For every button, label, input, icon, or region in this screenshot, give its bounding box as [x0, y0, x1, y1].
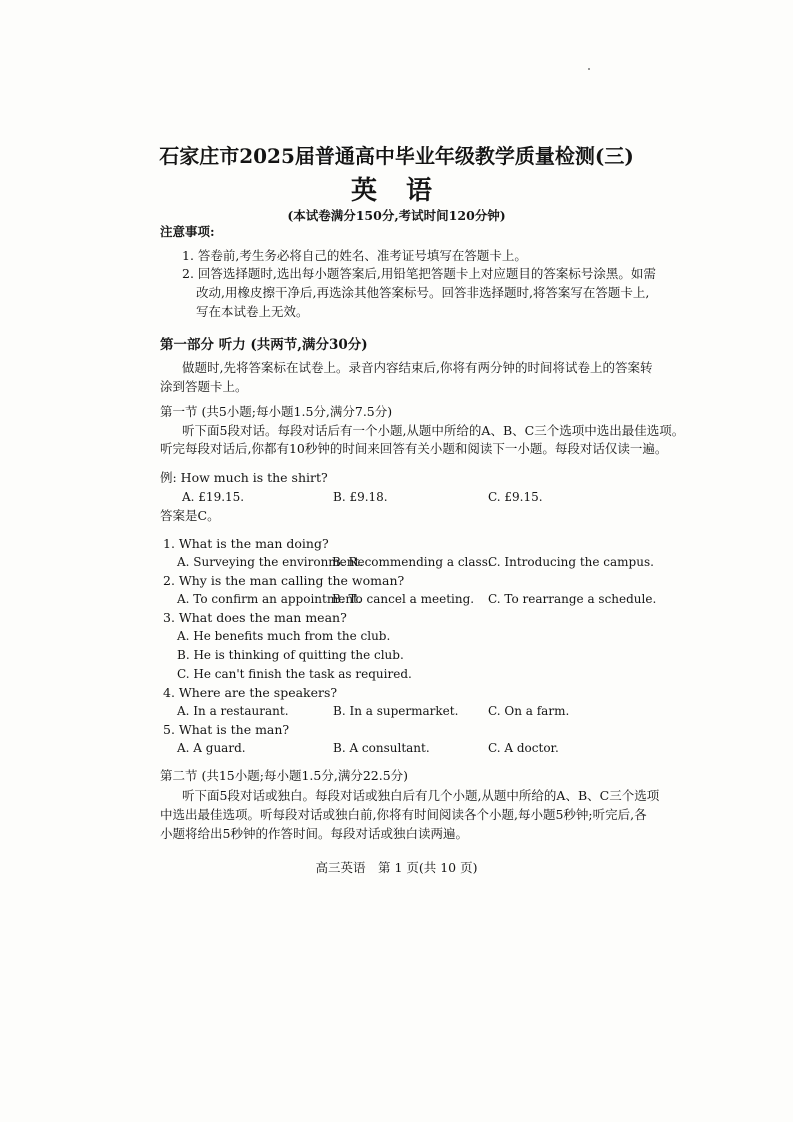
- notice-item-2-line-1: 2. 回答选择题时,选出每小题答案后,用铅笔把答题卡上对应题目的答案标号涂黑。如需: [182, 266, 656, 281]
- section1-heading: 第一节 (共5小题;每小题1.5分,满分7.5分): [160, 404, 393, 419]
- section1-instr-line-1: 听下面5段对话。每段对话后有一个小题,从题中所给的A、B、C三个选项中选出最佳选项。: [182, 423, 685, 438]
- question-3-option-b: B. He is thinking of quitting the club.: [177, 648, 404, 662]
- section2-instr-line-3: 小题将给出5秒钟的作答时间。每段对话或独白读两遍。: [160, 826, 468, 841]
- part1-intro-line-1: 做题时,先将答案标在试卷上。录音内容结束后,你将有两分钟的时间将试卷上的答案转: [182, 360, 653, 375]
- example-option-c: C. £9.15.: [488, 490, 543, 504]
- question-4: 4. Where are the speakers?: [163, 685, 338, 700]
- subject-title: 英 语: [350, 176, 443, 206]
- score-note: (本试卷满分150分,考试时间120分钟): [287, 208, 506, 223]
- question-1-option-a: A. Surveying the environment.: [177, 555, 364, 569]
- question-5-option-c: C. A doctor.: [488, 741, 559, 755]
- question-2: 2. Why is the man calling the woman?: [163, 573, 405, 588]
- example-answer: 答案是C。: [160, 508, 220, 523]
- question-2-option-a: A. To confirm an appointment.: [177, 592, 362, 606]
- part1-heading: 第一部分 听力 (共两节,满分30分): [160, 337, 368, 353]
- example-option-b: B. £9.18.: [333, 490, 388, 504]
- question-4-option-c: C. On a farm.: [488, 704, 570, 718]
- question-1-option-c: C. Introducing the campus.: [488, 555, 654, 569]
- section2-heading: 第二节 (共15小题;每小题1.5分,满分22.5分): [160, 768, 409, 783]
- question-3: 3. What does the man mean?: [163, 610, 347, 625]
- notice-item-2-line-3: 写在本试卷上无效。: [196, 304, 309, 319]
- question-4-option-b: B. In a supermarket.: [333, 704, 459, 718]
- exam-title: 石家庄市2025届普通高中毕业年级教学质量检测(三): [159, 144, 634, 168]
- question-3-option-c: C. He can't finish the task as required.: [177, 667, 412, 681]
- question-5-option-a: A. A guard.: [177, 741, 246, 755]
- section2-instr-line-1: 听下面5段对话或独白。每段对话或独白后有几个小题,从题中所给的A、B、C三个选项: [182, 788, 660, 803]
- notice-item-2-line-2: 改动,用橡皮擦干净后,再选涂其他答案标号。回答非选择题时,将答案写在答题卡上,: [196, 285, 650, 300]
- example-option-a: A. £19.15.: [182, 490, 245, 504]
- question-1: 1. What is the man doing?: [163, 536, 329, 551]
- notice-heading: 注意事项:: [160, 224, 215, 239]
- scan-speck: [588, 68, 590, 70]
- question-2-option-b: B. To cancel a meeting.: [332, 592, 475, 606]
- part1-intro-line-2: 涂到答题卡上。: [160, 379, 248, 394]
- question-1-option-b: B. Recommending a class.: [332, 555, 492, 569]
- section2-instr-line-2: 中选出最佳选项。听每段对话或独白前,你将有时间阅读各个小题,每小题5秒钟;听完后,各: [160, 807, 647, 822]
- question-3-option-a: A. He benefits much from the club.: [177, 629, 391, 643]
- notice-item-1: 1. 答卷前,考生务必将自己的姓名、准考证号填写在答题卡上。: [182, 248, 527, 263]
- section1-instr-line-2: 听完每段对话后,你都有10秒钟的时间来回答有关小题和阅读下一小题。每段对话仅读一遍。: [160, 441, 668, 456]
- example-question: 例: How much is the shirt?: [160, 470, 328, 485]
- question-4-option-a: A. In a restaurant.: [177, 704, 289, 718]
- page-footer: 高三英语 第 1 页(共 10 页): [315, 860, 478, 875]
- question-2-option-c: C. To rearrange a schedule.: [488, 592, 657, 606]
- question-5-option-b: B. A consultant.: [333, 741, 430, 755]
- question-5: 5. What is the man?: [163, 722, 290, 737]
